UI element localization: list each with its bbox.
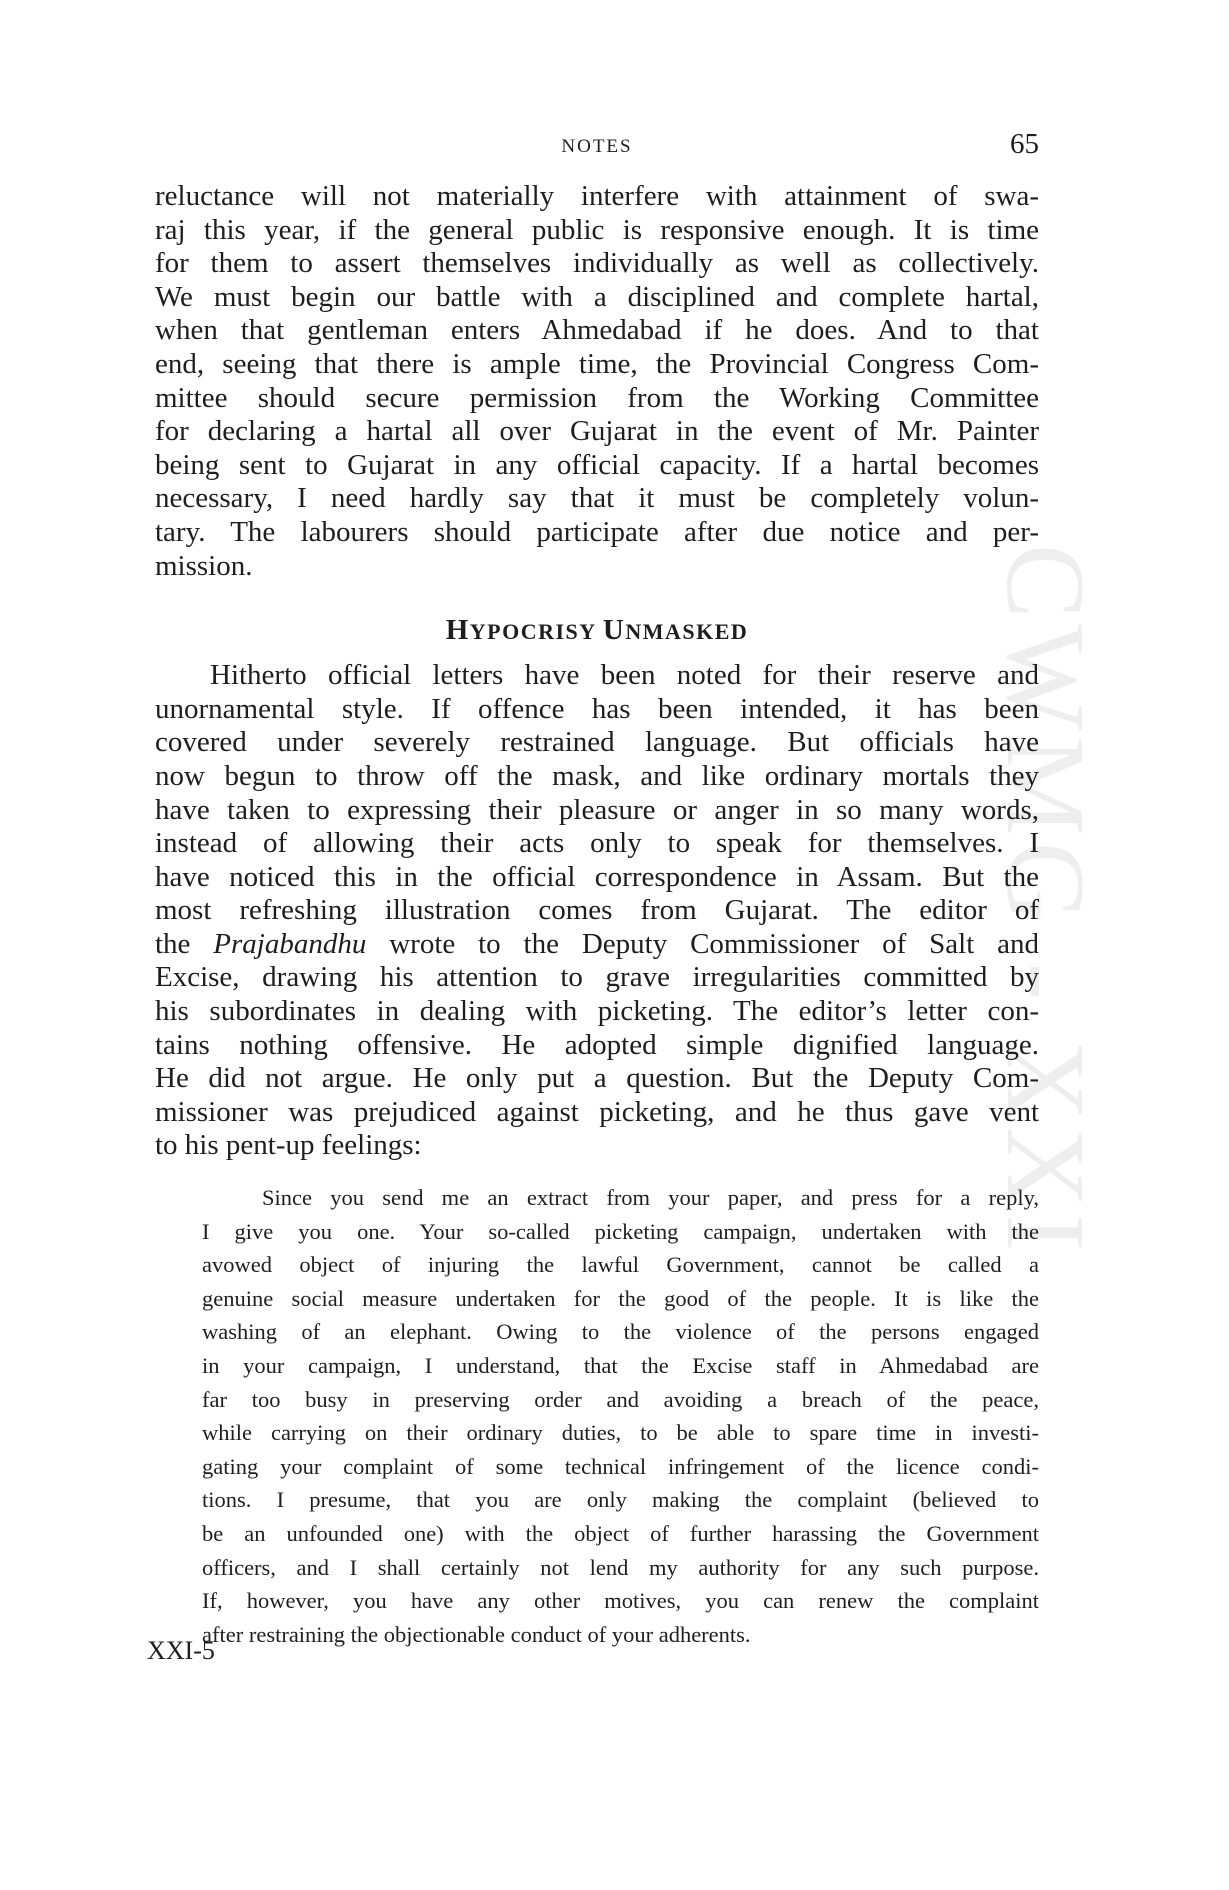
heading-word: NMASKED [625, 619, 749, 645]
text-line: end, seeing that there is ample time, the Provincial Congress Com- [155, 347, 1039, 380]
heading-initial: U [602, 614, 626, 647]
running-head: NOTES [561, 136, 633, 157]
text-line: mission. [155, 549, 253, 582]
quote-line: Since you send me an extract from your paper, and press for a reply, [262, 1185, 1039, 1211]
text-line: Hitherto official letters have been noted for their reserve and [210, 659, 1039, 692]
intro-paragraph [155, 180, 1039, 583]
quote-line: washing of an elephant. Owing to the violence of the persons engaged [202, 1319, 1039, 1345]
text-line: unornamental style. If offence has been intended, it has been [155, 692, 1039, 725]
text-line: raj this year, if the general public is responsive enough. It is time [155, 213, 1039, 246]
line-suffix: wrote to the Deputy Commissioner of Salt and [366, 927, 1039, 960]
text-line: We must begin our battle with a disciplined and complete hartal, [155, 280, 1039, 313]
text-line: He did not argue. He only put a question. But the Deputy Com- [155, 1062, 1039, 1095]
quotation [202, 1181, 1039, 1651]
text-line: for them to assert themselves individually as well as collectively. [155, 247, 1039, 280]
text-line: have noticed this in the official correspondence in Assam. But the [155, 860, 1039, 893]
text-line: when that gentleman enters Ahmedabad if he does. And to that [155, 314, 1039, 347]
text-line: now begun to throw off the mask, and like ordinary mortals they [155, 759, 1039, 792]
page-number: 65 [1010, 128, 1039, 160]
quote-line: gating your complaint of some technical infringement of the licence condi- [202, 1453, 1039, 1479]
page-body [155, 180, 1039, 1651]
text-line: most refreshing illustration comes from Gujarat. The editor of [155, 894, 1039, 927]
text-line: his subordinates in dealing with picketing. The editor’s letter con- [155, 995, 1039, 1028]
text-line: to his pent-up feelings: [155, 1129, 422, 1162]
quote-line: tions. I presume, that you are only making the complaint (believed to [202, 1487, 1039, 1513]
text-line: tains nothing offensive. He adopted simple dignified language. [155, 1028, 1039, 1061]
signature-mark: XXI-5 [147, 1636, 215, 1665]
quote-line: officers, and I shall certainly not lend my authority for any such purpose. [202, 1554, 1039, 1580]
text-line: have taken to expressing their pleasure or anger in so many words, [155, 793, 1039, 826]
quote-line: while carrying on their ordinary duties, to be able to spare time in investi- [202, 1420, 1039, 1446]
text-line: Excise, drawing his attention to grave irregularities committed by [155, 961, 1039, 994]
text-line: mittee should secure permission from the Working Committee [155, 381, 1039, 414]
quote-line: I give you one. Your so-called picketing campaign, undertaken with the [202, 1218, 1039, 1244]
quote-line: avowed object of injuring the lawful Government, cannot be called a [202, 1252, 1039, 1278]
quote-line: in your campaign, I understand, that the Excise staff in Ahmedabad are [202, 1353, 1039, 1378]
text-line: tary. The labourers should participate after due notice and per- [155, 515, 1039, 548]
text-line: missioner was prejudiced against picketing, and he thus gave vent [155, 1095, 1039, 1128]
quote-line: If, however, you have any other motives, you can renew the complaint [202, 1588, 1039, 1614]
heading-word: YPOCRISY [469, 619, 596, 645]
text-line-with-italic [155, 928, 1039, 962]
page-header [155, 128, 1039, 168]
watermark-text: CWMG - XXI [983, 543, 1108, 1257]
text-line: for declaring a hartal all over Gujarat in the event of Mr. Painter [155, 415, 1039, 448]
quote-line: far too busy in preserving order and avoiding a breach of the peace, [202, 1386, 1039, 1412]
text-line: instead of allowing their acts only to speak for themselves. I [155, 827, 1039, 860]
text-line: reluctance will not materially interfere with attainment of swa- [155, 180, 1039, 212]
quote-line: be an unfounded one) with the object of further harassing the Government [202, 1520, 1039, 1546]
heading-initial: H [445, 614, 470, 647]
line-prefix: the [155, 927, 214, 960]
section-heading [155, 613, 1039, 649]
text-line: covered under severely restrained language. But officials have [155, 726, 1039, 759]
newspaper-title: Prajabandhu [213, 927, 367, 960]
text-line: necessary, I need hardly say that it must be completely volun- [155, 482, 1039, 515]
text-line: being sent to Gujarat in any official capacity. If a hartal becomes [155, 448, 1039, 481]
quote-line: genuine social measure undertaken for the good of the people. It is like the [202, 1285, 1039, 1311]
quote-line: after restraining the objectionable conduct of your adherents. [202, 1621, 751, 1647]
section-paragraph [155, 659, 1039, 1163]
